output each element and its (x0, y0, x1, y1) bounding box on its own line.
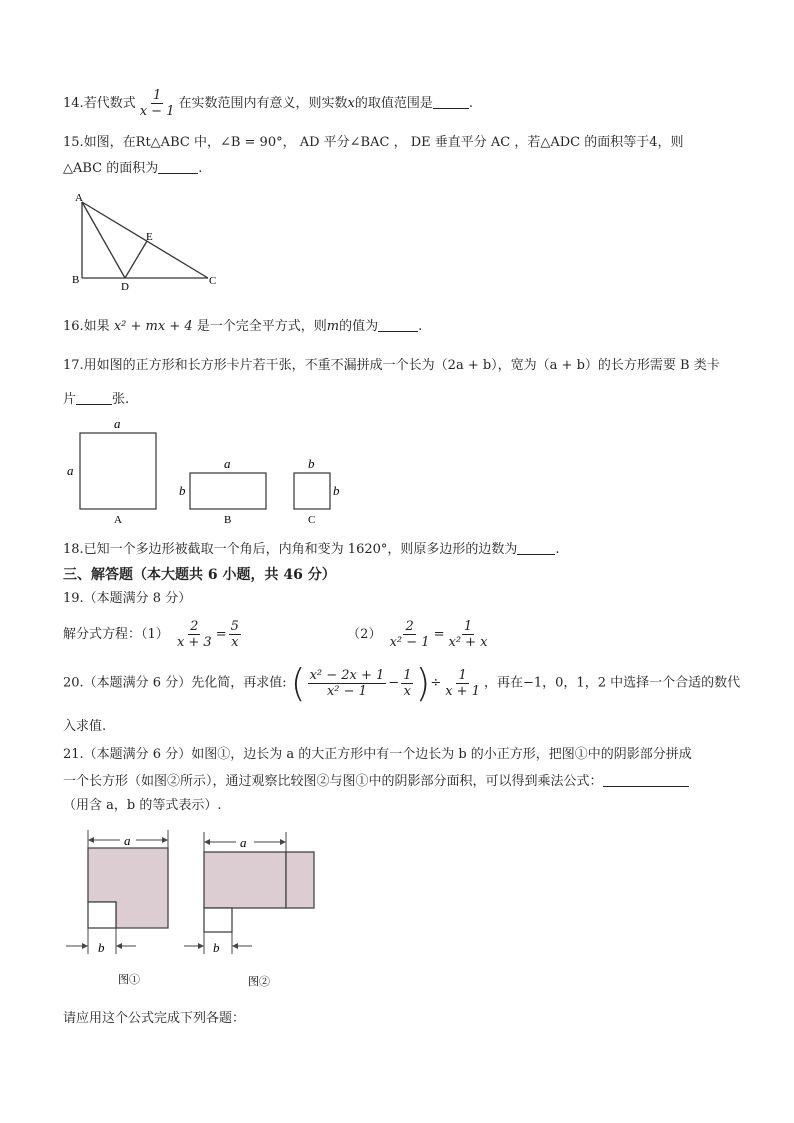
q20-f2-den: x (403, 683, 412, 699)
card-B-side-label: b (179, 483, 186, 498)
q16-answer-blank[interactable] (378, 318, 418, 332)
cards-figure (62, 415, 362, 527)
card-A-side-label: a (67, 463, 74, 478)
q17-line2-post: 张. (112, 392, 130, 407)
fig1-caption: 图① (118, 974, 140, 986)
card-B-top-label: a (224, 456, 231, 471)
q21-line2-text: 一个长方形（如图②所示），通过观察比较图②与图①中的阴影部分面积，可以得到乘法公式： (63, 774, 603, 789)
label-B: B (72, 274, 80, 286)
q19-eq1-left (175, 619, 214, 650)
q19-eq2-left (388, 619, 432, 650)
q15-line2-text: △ABC 的面积为 (63, 161, 159, 176)
q16-text-post: 的值为 (339, 319, 379, 334)
q20-f3-den: x + 1 (445, 683, 480, 699)
q16-text-mid: 是一个完全平方式，则 (196, 319, 327, 334)
q19-eq2-left-den: x² − 1 (389, 635, 430, 650)
q19-eq2-right-den: x² + x (448, 635, 488, 650)
arrow-right-icon (82, 943, 88, 949)
card-A-square (80, 433, 156, 509)
card-C-top-label: b (308, 456, 315, 471)
q17-line2-pre: 片 (63, 392, 77, 407)
q21-line2 (63, 773, 689, 791)
card-B-name: B (224, 514, 232, 526)
segment-DE (125, 241, 147, 278)
card-C-square (294, 473, 330, 509)
triangle-figure (70, 190, 230, 295)
q20-minus: − (388, 675, 400, 691)
q16-text-pre: 16.如果 (63, 319, 110, 334)
q14-text-post: 在实数范围内有意义，则实数 (178, 96, 348, 111)
arrow-right-icon (162, 837, 168, 843)
q19-eq1-right-num: 5 (230, 619, 239, 634)
q20-post: ，再在−1，0，1，2 中选择一个合适的数代 (483, 675, 741, 691)
fig2-side-rect (286, 852, 314, 908)
q19-eq1-left-num: 2 (190, 619, 199, 634)
fig2-label-a: a (240, 835, 247, 850)
fig1-label-a: a (124, 833, 131, 848)
q20-fraction-2 (401, 668, 413, 699)
q15-end: . (198, 161, 203, 176)
fig2-label-b: b (213, 940, 220, 955)
question-14 (63, 88, 473, 119)
card-C-name: C (308, 514, 316, 526)
closing-instruction: 请应用这个公式完成下列各题： (63, 1011, 246, 1026)
q17-answer-blank[interactable] (76, 391, 112, 405)
q19-eq1-equals: = (215, 627, 227, 642)
q14-fraction (138, 88, 177, 119)
q19-header: 19.（本题满分 8 分） (63, 591, 192, 606)
q19-eq2-right-num: 1 (463, 619, 473, 634)
figure-1 (62, 826, 192, 991)
q19-eq1-right-den: x (231, 635, 239, 650)
q20-close-paren: ) (415, 661, 431, 705)
q20-f1-den: x² − 1 (326, 683, 367, 699)
arrow-right-icon (198, 943, 204, 949)
q15-line1: 15.如图，在Rt△ABC 中，∠B = 90°， AD 平分∠BAC ， DE 垂直平分 AC ，若△ADC 的面积等于4，则 (63, 135, 684, 150)
q14-answer-blank[interactable] (433, 95, 469, 109)
arrow-left-icon (116, 943, 122, 949)
figure-2 (180, 826, 330, 991)
segment-AD (82, 202, 125, 278)
q20-f3-num: 1 (458, 667, 467, 683)
q18-end: . (555, 542, 560, 557)
q20-fraction-1 (308, 668, 387, 699)
fig2-main-rect (204, 852, 286, 908)
q20-open-paren: ( (290, 661, 306, 705)
fig2-caption: 图② (248, 976, 270, 988)
q19-eq2-right (446, 619, 489, 650)
fig2-small-rect (204, 908, 232, 932)
card-C-side-label: b (333, 483, 340, 498)
arrow-left-icon (204, 839, 210, 845)
q14-frac-num: 1 (152, 88, 162, 103)
q19-equations (63, 619, 492, 659)
q21-line3: （用含 a，b 的等式表示）. (63, 798, 222, 813)
q14-text-post2: 的取值范围是 (354, 96, 433, 111)
arrow-right-icon (280, 839, 286, 845)
card-B-rect (190, 473, 266, 509)
section-3-title: 三、解答题（本大题共 6 小题，共 46 分） (63, 567, 336, 583)
q20-f1-num: x² − 2x + 1 (309, 667, 385, 683)
q15-answer-blank[interactable] (158, 160, 198, 174)
fig1-small-square (88, 902, 116, 928)
label-C: C (209, 275, 217, 287)
q17-line2 (63, 391, 129, 409)
q18-text: 18.已知一个多边形被截取一个角后，内角和变为 1620°，则原多边形的边数为 (63, 542, 518, 557)
q19-eq1-right (229, 619, 241, 650)
q19-eq1-left-den: x + 3 (176, 635, 212, 650)
q16-end: . (418, 319, 423, 334)
q15-line2 (63, 160, 202, 178)
q17-line1: 17.用如图的正方形和长方形卡片若干张，不重不漏拼成一个长为（2a + b），宽为（a + b）的长方形需要 B 类卡 (63, 358, 720, 373)
q20-line2: 入求值. (63, 719, 107, 734)
q19-eq2-equals: = (433, 627, 445, 642)
q19-eq2-left-num: 2 (405, 619, 414, 634)
segment-AC (82, 202, 208, 278)
question-18 (63, 541, 560, 559)
q20-fraction-3 (443, 668, 482, 699)
fig1-label-b: b (98, 940, 105, 955)
label-D: D (121, 281, 129, 293)
q16-var: m (326, 319, 340, 334)
q20-divide: ÷ (430, 675, 442, 691)
q21-line1: 21.（本题满分 6 分）如图①，边长为 a 的大正方形中有一个边长为 b 的小正方形，把图①中的阴影部分拼成 (63, 747, 692, 762)
card-A-name: A (114, 514, 122, 526)
q14-end: . (468, 96, 473, 111)
arrow-left-icon (88, 837, 94, 843)
q14-frac-den: x − 1 (139, 104, 175, 119)
q19-part1-label: （1） (141, 627, 169, 642)
q20-line1 (63, 661, 741, 708)
card-A-top-label: a (114, 416, 121, 431)
q14-text-pre: 若代数式 (83, 96, 136, 111)
label-E: E (146, 231, 153, 243)
q19-label: 解分式方程： (63, 627, 142, 642)
q20-f2-num: 1 (403, 667, 412, 683)
q14-number: 14. (63, 96, 84, 111)
q18-answer-blank[interactable] (517, 541, 555, 555)
q19-part2-label: （2） (347, 627, 382, 642)
question-16 (63, 318, 422, 336)
q16-expression: x² + mx + 4 (113, 319, 193, 334)
q21-answer-blank[interactable] (603, 773, 689, 787)
label-A: A (75, 192, 83, 204)
arrow-left-icon (232, 943, 238, 949)
q14-var: x (347, 96, 355, 111)
q20-header: 20.（本题满分 6 分）先化简，再求值: (63, 675, 287, 691)
